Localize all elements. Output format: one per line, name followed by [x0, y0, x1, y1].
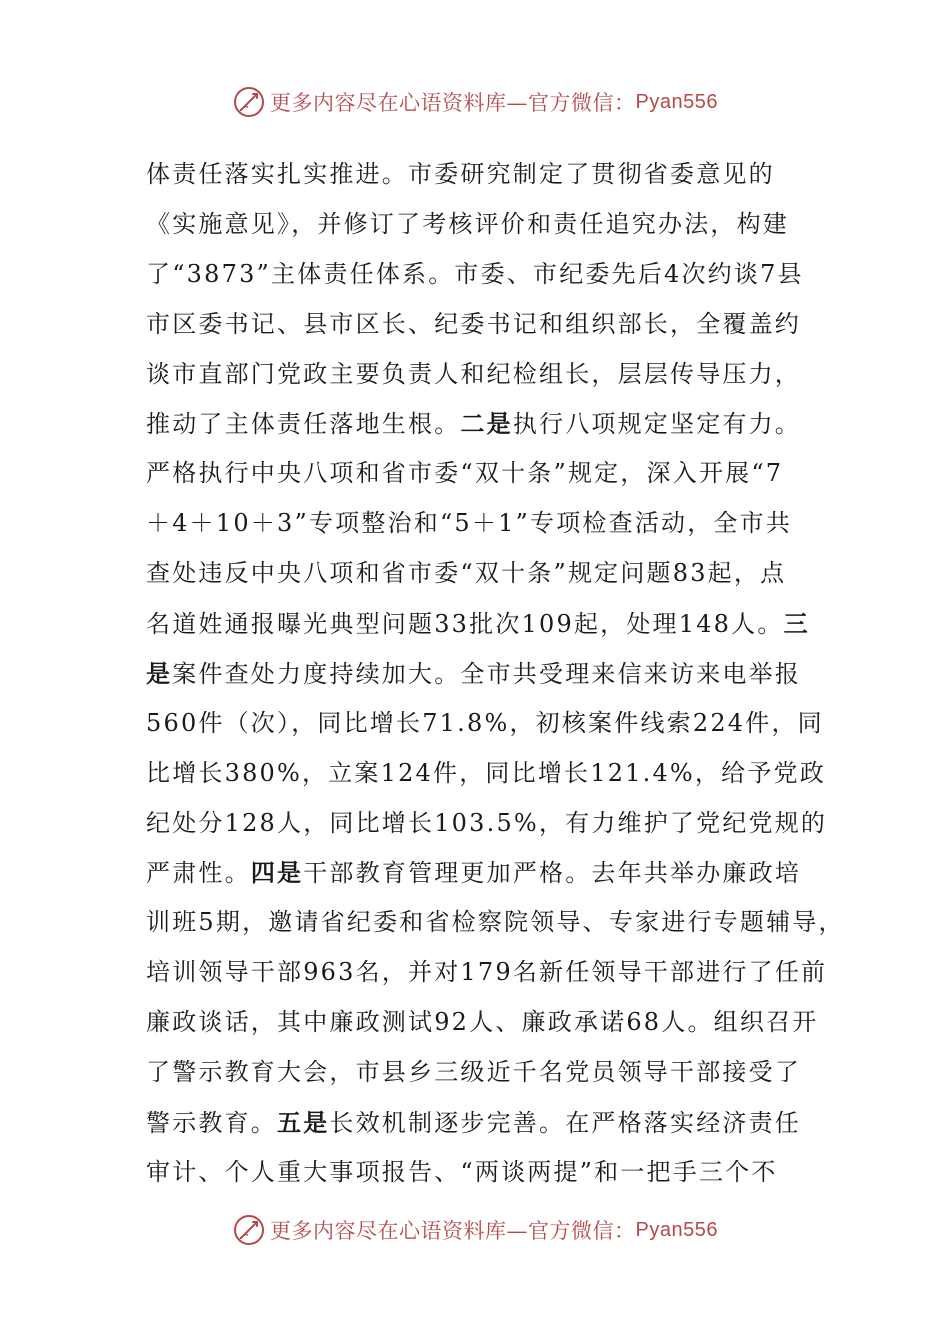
text-segment: 了警示教育大会，市县乡三级近千名党员领导干部接受了: [146, 1058, 801, 1087]
text-segment: 比增长380%，立案124件，同比增长121.4%，给予党政: [146, 758, 826, 787]
text-line: [146, 749, 826, 799]
text-line: [146, 898, 845, 948]
text-segment: 案件查处力度持续加大。全市共受理来信来访来电举报: [172, 659, 802, 688]
text-segment: 纪处分128人，同比增长103.5%，有力维护了党纪党规的: [146, 808, 828, 837]
text-segment: 长效机制逐步完善。在严格落实经济责任: [329, 1108, 802, 1137]
footer-wechat-id: Pyan556: [635, 1218, 718, 1241]
header-watermark-banner: [0, 82, 950, 122]
text-line: [146, 1148, 826, 1198]
text-segment: 廉政谈话，其中廉政测试92人、廉政承诺68人。组织召开: [146, 1008, 819, 1037]
document-body: [146, 150, 845, 1198]
text-segment: 审计、个人重大事项报告、“两谈两提”和一把手三个不: [146, 1157, 778, 1186]
text-segment: 谈市直部门党政主要负责人和纪检组长，层层传导压力，: [146, 359, 801, 388]
text-line: [146, 449, 826, 499]
text-segment: 《实施意见》，并修订了考核评价和责任追究办法，构建: [146, 209, 789, 238]
text-line: [146, 998, 826, 1048]
footer-watermark-text: 更多内容尽在心语资料库—官方微信：: [270, 1219, 636, 1243]
text-segment: 严格执行中央八项和省市委“双十条”规定，深入开展“7: [146, 459, 784, 488]
text-line: [146, 250, 826, 300]
text-segment: 体责任落实扎实推进。市委研究制定了贯彻省委意见的: [146, 160, 775, 188]
text-line: [146, 150, 826, 200]
text-segment: 名道姓通报曝光典型问题33批次109起，处理148人。: [146, 610, 784, 639]
text-line: [146, 699, 826, 749]
text-line: [146, 948, 826, 998]
text-line: [146, 599, 826, 649]
text-segment: 培训领导干部963名，并对179名新任领导干部进行了任前: [146, 958, 828, 987]
text-line: [146, 649, 826, 699]
text-line: [146, 350, 826, 400]
text-segment: 查处违反中央八项和省市委“双十条”规定问题83起，点: [146, 559, 787, 588]
text-segment: 警示教育。: [146, 1108, 277, 1137]
text-segment: 严肃性。: [146, 859, 251, 888]
text-line: [146, 499, 826, 549]
text-line: [146, 799, 826, 849]
text-segment: 执行八项规定坚定有力。: [512, 410, 802, 439]
text-line: [146, 200, 826, 250]
text-segment: 推动了主体责任落地生根。: [146, 410, 461, 439]
text-line: [146, 300, 826, 350]
text-segment: 训班5期，邀请省纪委和省检察院领导、专家进行专题辅导，: [146, 908, 845, 937]
text-line: [146, 1098, 826, 1148]
text-segment: ＋4＋10＋3”专项整治和“5＋1”专项检查活动，全市共: [146, 509, 793, 538]
text-line: [146, 848, 826, 898]
text-segment: 了“3873”主体责任体系。市委、市纪委先后4次约谈7县: [146, 259, 804, 288]
text-segment: 560件（次），同比增长71.8%，初核案件线索224件，同: [146, 708, 824, 737]
text-line: [146, 399, 826, 449]
header-watermark-text: 更多内容尽在心语资料库—官方微信：: [270, 91, 636, 115]
text-line: [146, 549, 826, 599]
text-segment: 市区委书记、县市区长、纪委书记和组织部长，全覆盖约: [146, 309, 801, 338]
footer-watermark-banner: [0, 1210, 950, 1250]
bold-heading-marker: 三: [783, 609, 810, 639]
bold-heading-marker: 五是: [277, 1107, 330, 1137]
pen-logo-icon: [232, 1213, 266, 1247]
text-segment: 干部教育管理更加严格。去年共举办廉政培: [303, 859, 802, 888]
pen-logo-icon: [232, 85, 266, 119]
bold-heading-marker: 二是: [460, 409, 513, 439]
text-line: [146, 1048, 826, 1098]
bold-heading-marker: 四是: [250, 858, 304, 888]
header-wechat-id: Pyan556: [635, 90, 718, 113]
bold-heading-marker: 是: [146, 658, 173, 688]
